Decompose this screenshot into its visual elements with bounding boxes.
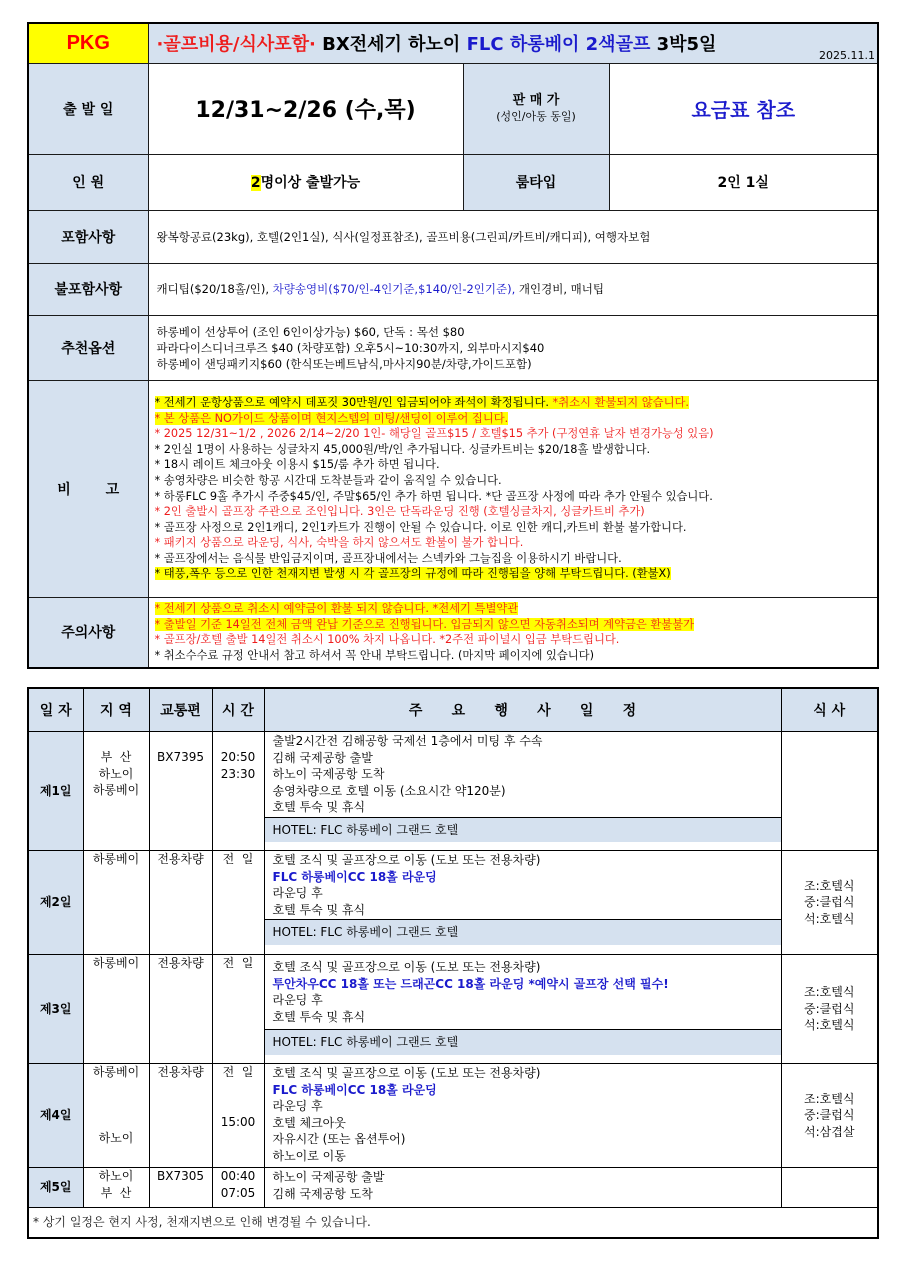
time-value: 15:00 — [220, 1114, 256, 1129]
package-title — [148, 23, 878, 63]
schedule-cell — [264, 1064, 781, 1168]
itinerary-row-day4 — [28, 1064, 878, 1168]
schedule-line: 호텔 조식 및 골프장으로 이동 (도보 또는 전용차량) — [272, 853, 541, 867]
price-label — [463, 63, 609, 154]
room-type-label: 룸타입 — [463, 154, 609, 210]
region-cell: 하롱베이 — [83, 851, 149, 955]
region-halong: 하롱베이 — [92, 783, 140, 797]
time-cell: 전 일 — [212, 955, 264, 1064]
meal-dinner: 석:호텔식 — [804, 911, 855, 926]
schedule-line: 하노이 국제공항 출발 — [272, 1170, 385, 1184]
remark-line: * 하롱FLC 9홀 추가시 주중$45/인, 주말$65/인 추가 하면 됩니다. *단 골프장 사정에 따라 추가 안될수 있습니다. — [154, 489, 713, 503]
option-item: 하롱베이 샌딩패키지$60 (한식또는베트남식,마사지90분/차량,가이드포함) — [156, 356, 532, 371]
region-cell — [83, 1168, 149, 1208]
itinerary-row-day2 — [28, 851, 878, 955]
schedule-line: 하노이 국제공항 도착 — [272, 767, 385, 781]
schedule-line: 송영차량으로 호텔 이동 (소요시간 약120분) — [272, 783, 506, 798]
meals-cell — [781, 732, 878, 851]
transport-cell: BX7305 — [149, 1168, 212, 1208]
itinerary-footnote: * 상기 일정은 현지 사정, 천재지변으로 인해 변경될 수 있습니다. — [28, 1208, 878, 1238]
col-header-time: 시 간 — [212, 688, 264, 732]
remark-line: * 골프장에서는 음식물 반입금지이며, 골프장내에서는 스넥카와 그늘집을 이용하시기 바랍니다. — [154, 551, 622, 565]
option-item: 하롱베이 선상투어 (조인 6인이상가능) $60, 단독 : 목선 $80 — [156, 324, 465, 339]
departure-label: 출 발 일 — [28, 63, 148, 154]
region-busan: 부 산 — [100, 1185, 132, 1200]
price-label-text: 판 매 가 — [512, 92, 560, 108]
options-list — [148, 315, 878, 380]
time-value: 23:30 — [220, 766, 256, 781]
hotel-info: HOTEL: FLC 하롱베이 그랜드 호텔 — [265, 1029, 781, 1055]
day-label: 제4일 — [28, 1064, 83, 1168]
day-label: 제2일 — [28, 851, 83, 955]
meal-breakfast: 조:호텔식 — [804, 878, 855, 893]
excluded-others: 개인경비, 매너팁 — [515, 282, 605, 296]
meal-dinner: 석:삼겹살 — [804, 1124, 855, 1139]
region-cell — [83, 1064, 149, 1168]
remark-line: * 패키지 상품으로 라운딩, 식사, 숙박을 하지 않으셔도 환불이 불가 합니다. — [154, 536, 524, 550]
included-value: 왕복항공료(23kg), 호텔(2인1실), 식사(일정표참조), 골프비용(그린피/카트비/캐디피), 여행자보험 — [148, 210, 878, 263]
itinerary-row-day5 — [28, 1168, 878, 1208]
meals-cell — [781, 955, 878, 1064]
schedule-line: 자유시간 (또는 옵션투어) — [272, 1132, 406, 1146]
meal-breakfast: 조:호텔식 — [804, 1091, 855, 1106]
region-cell — [83, 732, 149, 851]
remarks-list — [148, 380, 878, 597]
title-charter: BX전세기 하노이 — [315, 34, 467, 56]
remarks-label: 비 고 — [28, 380, 148, 597]
schedule-line: 호텔 체크아웃 — [272, 1115, 346, 1130]
caution-list — [148, 597, 878, 668]
time-value: 전 일 — [222, 1065, 254, 1079]
schedule-line: 라운딩 후 — [272, 993, 323, 1007]
meals-cell — [781, 851, 878, 955]
hotel-info: HOTEL: FLC 하롱베이 그랜드 호텔 — [265, 817, 781, 843]
option-item: 파라다이스디너크루즈 $40 (차량포함) 오후5시~10:30까지, 외부마시지$40 — [156, 340, 545, 355]
meals-cell — [781, 1064, 878, 1168]
region-hanoi: 하노이 — [98, 1169, 134, 1183]
schedule-cell — [264, 851, 781, 955]
meal-lunch: 중:클럽식 — [804, 1001, 855, 1016]
schedule-line: 호텔 조식 및 골프장으로 이동 (도보 또는 전용차량) — [272, 960, 541, 974]
package-summary-table — [27, 22, 879, 669]
col-header-day: 일 자 — [28, 688, 83, 732]
transport-cell: 전용차량 — [149, 955, 212, 1064]
title-golf-course: FLC 하롱베이 2색골프 — [466, 34, 651, 56]
caution-line: * 골프장/호텔 출발 14일전 취소시 100% 차지 나옵니다. *2주전 파이널시 입금 부탁드립니다. — [154, 633, 620, 647]
day-label: 제5일 — [28, 1168, 83, 1208]
room-type-value: 2인 1실 — [609, 154, 878, 210]
meal-lunch: 중:클럽식 — [804, 895, 855, 910]
region-hanoi: 하노이 — [98, 766, 134, 781]
schedule-line: 김해 국제공항 출발 — [272, 750, 373, 765]
day-label: 제1일 — [28, 732, 83, 851]
remark-line: * 18시 레이트 체크아웃 이용시 $15/룸 추가 하면 됩니다. — [154, 458, 440, 472]
caution-label: 주의사항 — [28, 597, 148, 668]
remark-line: * 송영차량은 비슷한 항공 시간대 도착분들과 같이 움직일 수 있습니다. — [154, 473, 502, 487]
time-value: 07:05 — [220, 1185, 256, 1200]
caution-line: * 취소수수료 규정 안내서 참고 하셔서 꼭 안내 부탁드립니다. (마지막 페이지에 있습니다) — [154, 648, 595, 662]
remark-line: * 태풍,폭우 등으로 인한 천재지변 발생 시 각 골프장의 규정에 따라 진행됨을 양해 부탁드립니다. (환불X) — [154, 567, 671, 581]
title-included-tag: ·골프비용/식사포함· — [156, 34, 316, 56]
excluded-caddie-tip: 캐디팁($20/18홀/인), — [156, 282, 273, 296]
schedule-cell — [264, 1168, 781, 1208]
region-cell: 하롱베이 — [83, 955, 149, 1064]
price-value: 요금표 참조 — [609, 63, 878, 154]
price-sublabel: (성인/아동 동일) — [496, 109, 576, 123]
included-label: 포함사항 — [28, 210, 148, 263]
people-min-count: 2 — [250, 175, 261, 191]
meal-lunch: 중:클럽식 — [804, 1108, 855, 1123]
remark-line: * 2025 12/31~1/2 , 2026 2/14~2/20 1인- 해당일 골프$15 / 호텔$15 추가 (구정연휴 날자 변경가능성 있음) — [154, 427, 714, 441]
itinerary-row-day1 — [28, 732, 878, 851]
time-value: 00:40 — [220, 1169, 256, 1183]
meal-breakfast: 조:호텔식 — [804, 985, 855, 1000]
remark-line: * 본 상품은 NO가이드 상품이며 현지스텝의 미팅/샌딩이 이루어 집니다. — [154, 411, 509, 425]
time-value: 20:50 — [220, 750, 256, 764]
transport-cell: 전용차량 — [149, 851, 212, 955]
schedule-line: 출발2시간전 김해공항 국제선 1층에서 미팅 후 수속 — [272, 734, 543, 748]
schedule-line: 호텔 투숙 및 휴식 — [272, 1009, 366, 1024]
schedule-line: 라운딩 후 — [272, 886, 323, 900]
schedule-line: 호텔 투숙 및 휴식 — [272, 800, 366, 814]
transport-cell: BX7395 — [149, 732, 212, 851]
schedule-cell — [264, 955, 781, 1064]
region-halong: 하롱베이 — [92, 1065, 140, 1079]
meals-cell — [781, 1168, 878, 1208]
excluded-label: 불포함사항 — [28, 263, 148, 315]
region-hanoi: 하노이 — [98, 1130, 134, 1145]
time-cell: 전 일 — [212, 851, 264, 955]
schedule-line-golf: FLC 하롱베이CC 18홀 라운딩 — [272, 869, 437, 884]
people-value — [148, 154, 463, 210]
time-cell — [212, 732, 264, 851]
schedule-line: 호텔 조식 및 골프장으로 이동 (도보 또는 전용차량) — [272, 1066, 541, 1080]
meal-dinner: 석:호텔식 — [804, 1018, 855, 1033]
people-value-text: 명이상 출발가능 — [260, 175, 361, 191]
excluded-transfer-fee: 차량송영비($70/인-4인기준,$140/인-2인기준), — [272, 282, 516, 296]
day-label: 제3일 — [28, 955, 83, 1064]
schedule-line: 호텔 투숙 및 휴식 — [272, 902, 366, 917]
schedule-line-golf: FLC 하롱베이CC 18홀 라운딩 — [272, 1082, 437, 1097]
time-cell — [212, 1168, 264, 1208]
remark-line: * 2인 출발시 골프장 주관으로 조인입니다. 3인은 단독라운딩 진행 (호텔싱글차지, 싱글카트비 추가) — [154, 505, 645, 519]
schedule-line-golf: 투안차우CC 18홀 또는 드래곤CC 18홀 라운딩 *예약시 골프장 선택 필수! — [272, 976, 669, 991]
time-cell — [212, 1064, 264, 1168]
col-header-transport: 교통편 — [149, 688, 212, 732]
remark-line: * 전세기 운항상품으로 예약시 데포짓 30만원/인 입금되어야 좌석이 확정됩니다. *취소시 환불되지 않습니다. — [154, 395, 690, 409]
col-header-meals: 식 사 — [781, 688, 878, 732]
remark-line: * 골프장 사정으로 2인1캐디, 2인1카트가 진행이 안될 수 있습니다. 이로 인한 캐디,카트비 환불 불가합니다. — [154, 520, 687, 534]
col-header-region: 지 역 — [83, 688, 149, 732]
col-header-schedule: 주 요 행 사 일 정 — [264, 688, 781, 732]
schedule-line: 하노이로 이동 — [272, 1148, 346, 1163]
departure-value: 12/31~2/26 (수,목) — [148, 63, 463, 154]
caution-line: * 전세기 상품으로 취소시 예약금이 환불 되지 않습니다. *전세기 특별약관 — [154, 602, 519, 616]
schedule-line: 라운딩 후 — [272, 1099, 323, 1113]
excluded-value — [148, 263, 878, 315]
title-duration: 3박5일 — [650, 34, 717, 56]
pkg-badge: PKG — [28, 23, 148, 63]
options-label: 추천옵션 — [28, 315, 148, 380]
document-date: 2025.11.1 — [819, 48, 875, 62]
caution-line: * 출발일 기준 14일전 전체 금액 완납 기준으로 진행됩니다. 입금되지 않으면 자동취소되며 계약금은 환불불가 — [154, 617, 695, 631]
region-busan: 부 산 — [100, 750, 132, 764]
people-label: 인 원 — [28, 154, 148, 210]
itinerary-row-day3 — [28, 955, 878, 1064]
transport-cell: 전용차량 — [149, 1064, 212, 1168]
schedule-line: 김해 국제공항 도착 — [272, 1186, 373, 1201]
itinerary-table — [27, 687, 879, 1239]
hotel-info: HOTEL: FLC 하롱베이 그랜드 호텔 — [265, 919, 781, 945]
schedule-cell — [264, 732, 781, 851]
remark-line: * 2인실 1명이 사용하는 싱글차지 45,000원/박/인 추가됩니다. 싱글카트비는 $20/18홀 발생합니다. — [154, 442, 651, 456]
